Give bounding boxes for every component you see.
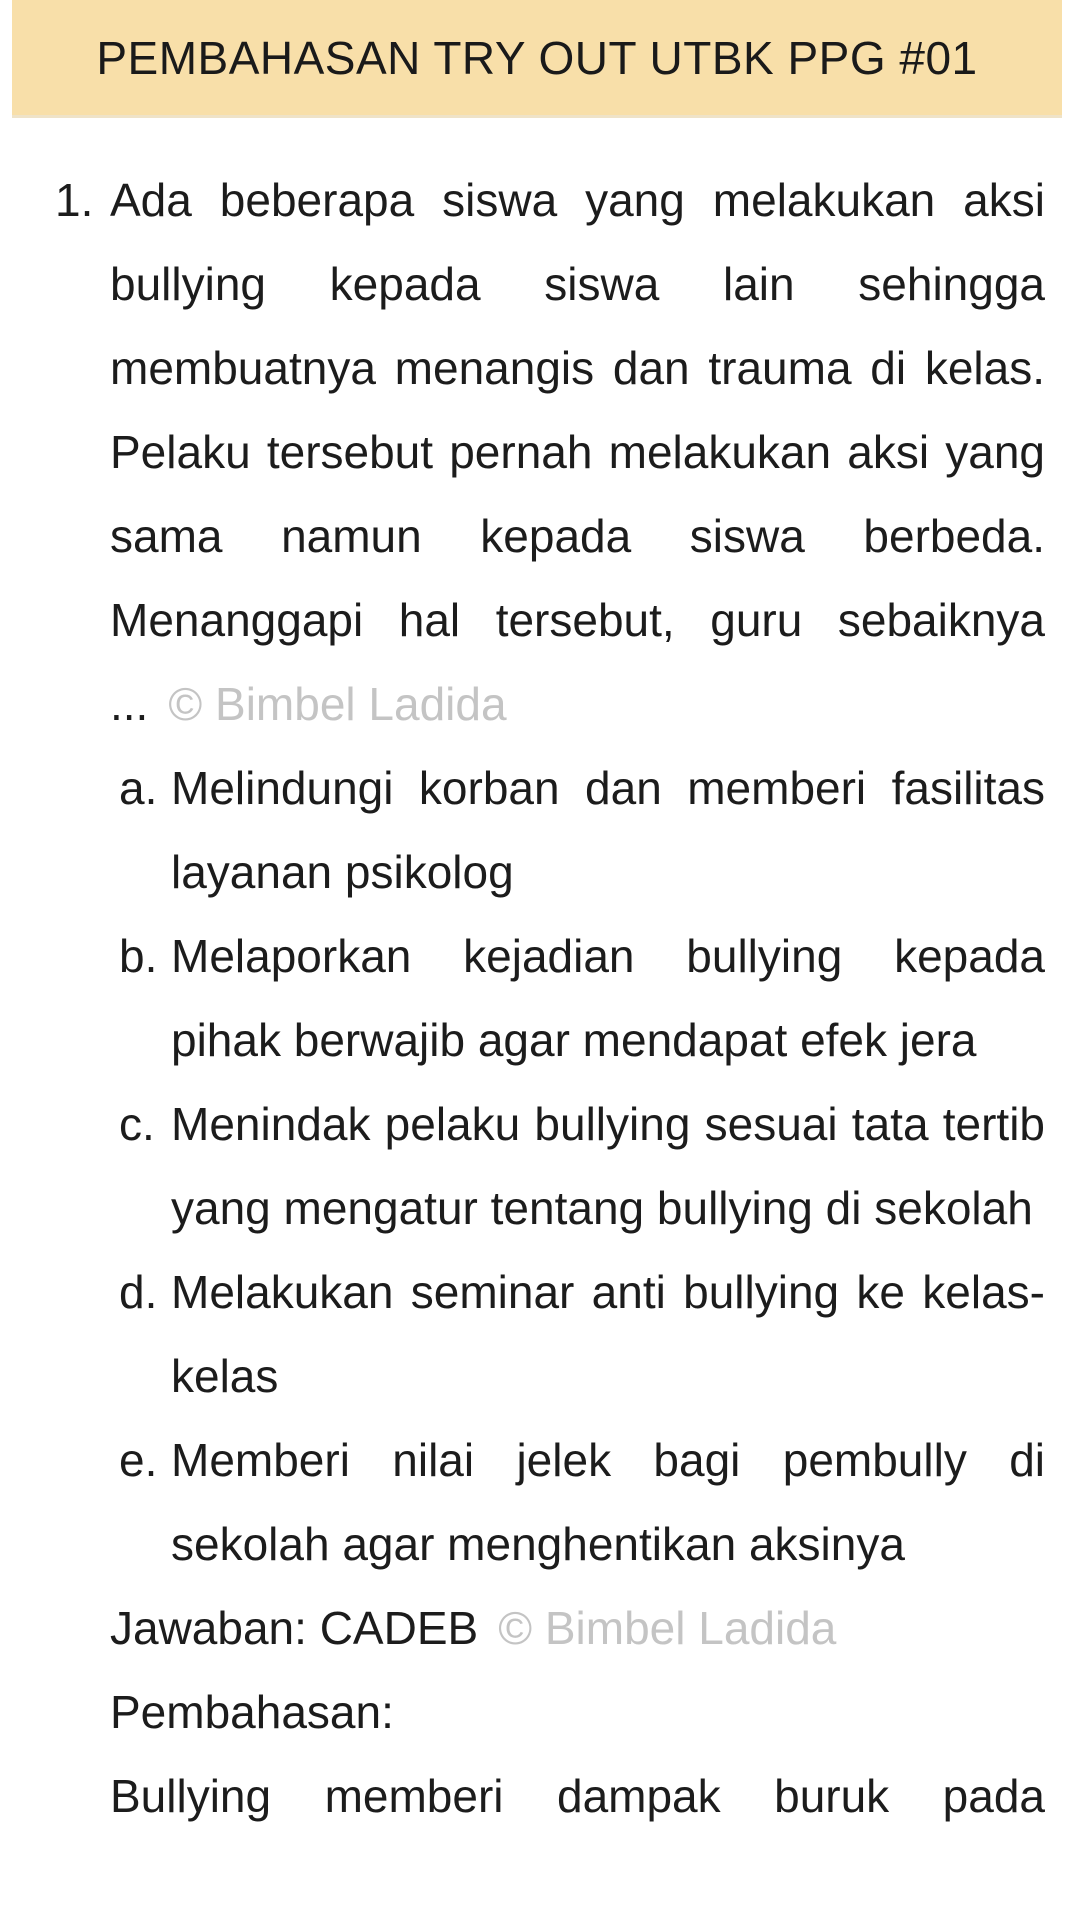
answer-text: Jawaban: CADEB [110,1602,479,1654]
option-letter: a. [119,762,158,814]
option-c [0,1082,1045,1250]
option-letter: d. [119,1266,158,1318]
question-content [0,158,1080,1838]
answer-line [0,1586,1045,1670]
watermark: © Bimbel Ladida [168,678,507,730]
option-text: Melakukan seminar anti bullying ke kelas-kelas [171,1266,1045,1402]
option-text: Memberi nilai jelek bagi pembully di sekolah agar menghentikan aksinya [171,1434,1045,1570]
question-text: Ada beberapa siswa yang melakukan aksi bullying kepada siswa lain sehingga membuatnya menangis dan trauma di kelas. Pelaku tersebut pernah melakukan aksi yang sama namun kepada siswa berbeda. Menanggapi hal tersebut, guru sebaiknya ... [110,174,1045,730]
page-header [12,0,1062,118]
option-letter: c. [119,1098,155,1150]
question-block [0,158,1045,746]
option-e [0,1418,1045,1586]
option-d [0,1250,1045,1418]
option-letter: b. [119,930,158,982]
discussion-text: Bullying memberi dampak buruk pada [110,1770,1045,1822]
option-text: Melaporkan kejadian bullying kepada pihak berwajib agar mendapat efek jera [171,930,1045,1066]
option-text: Menindak pelaku bullying sesuai tata tertib yang mengatur tentang bullying di sekolah [171,1098,1045,1234]
question-text-container [110,158,1045,746]
page-title: PEMBAHASAN TRY OUT UTBK PPG #01 [96,31,978,84]
discussion-label: Pembahasan: [110,1686,394,1738]
question-number: 1. [55,174,94,226]
option-letter: e. [119,1434,158,1486]
option-a [0,746,1045,914]
watermark: © Bimbel Ladida [498,1602,837,1654]
option-b [0,914,1045,1082]
answer-options [0,746,1045,1586]
option-text: Melindungi korban dan memberi fasilitas layanan psikolog [171,762,1045,898]
